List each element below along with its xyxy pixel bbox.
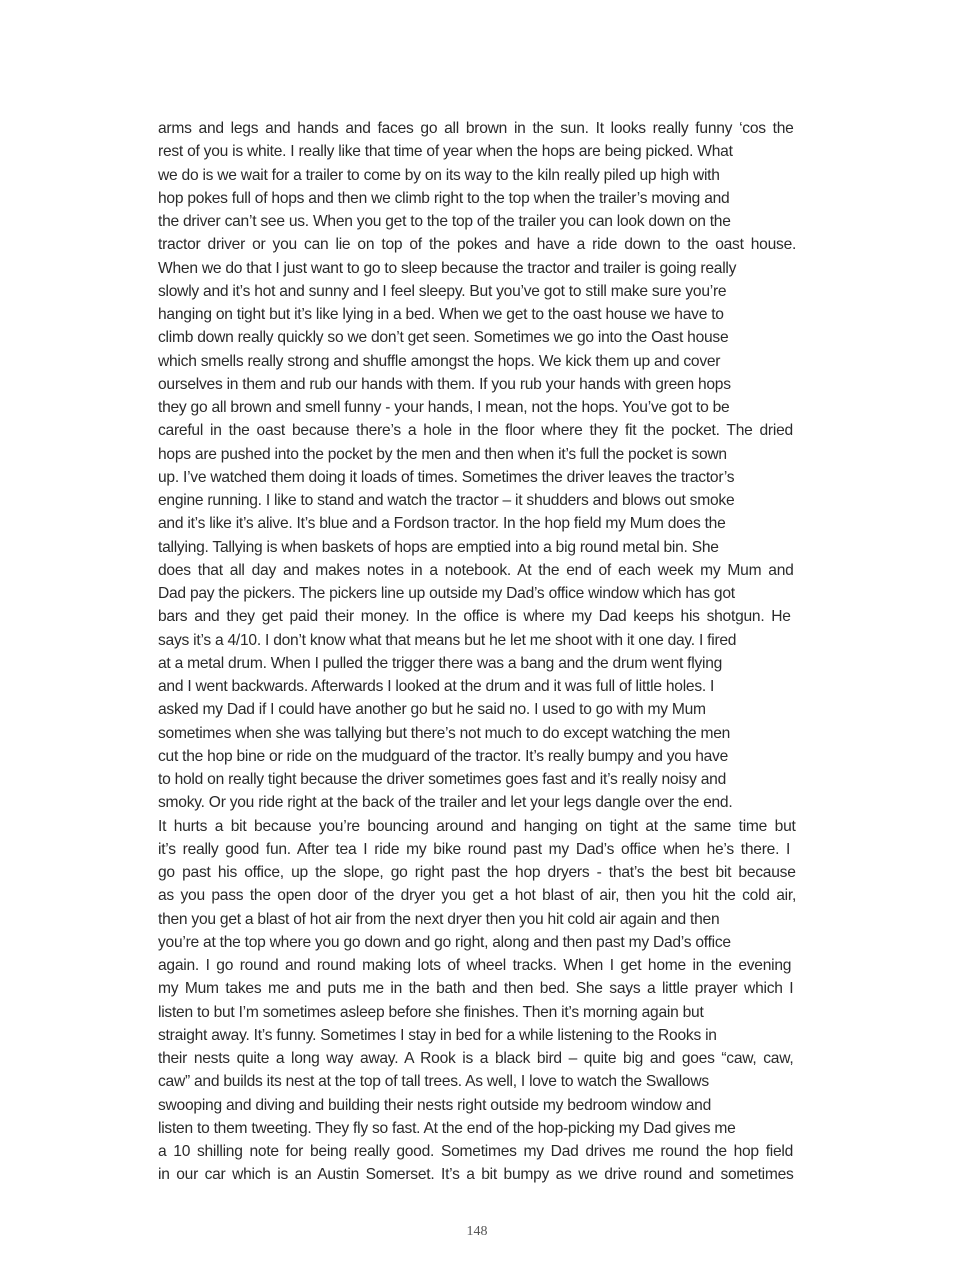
- text-line: my Mum takes me and puts me in the bath and then bed. She says a little prayer which I: [158, 980, 794, 998]
- text-line: engine running. I like to stand and watch the tractor – it shudders and blows out smoke: [158, 492, 735, 509]
- text-line: again. I go round and round making lots of wheel tracks. When I get home in the evening: [158, 957, 792, 974]
- text-line: tractor driver or you can lie on top of the pokes and have a ride down to the oast house.: [158, 236, 797, 254]
- text-line: up. I’ve watched them doing it loads of times. Sometimes the driver leaves the tractor’s: [158, 468, 735, 486]
- text-line: When we do that I just want to go to sleep because the tractor and trailer is going really: [158, 259, 737, 277]
- text-line: at a metal drum. When I pulled the trigger there was a bang and the drum went flying: [158, 654, 723, 672]
- text-line: and I went backwards. Afterwards I looked at the drum and it was full of little holes. I: [158, 678, 715, 695]
- text-line: arms and legs and hands and faces go all brown in the sun. It looks really funny ‘cos the: [158, 120, 794, 137]
- text-line: Dad pay the pickers. The pickers line up outside my Dad’s office window which has got: [158, 585, 735, 602]
- text-line: to hold on really tight because the driver sometimes goes fast and it’s really noisy and: [158, 771, 726, 788]
- text-line: slowly and it’s hot and sunny and I feel sleepy. But you’ve got to still make sure you’re: [158, 282, 727, 300]
- text-line: straight away. It’s funny. Sometimes I stay in bed for a while listening to the Rooks in: [158, 1026, 717, 1044]
- text-line: caw” and builds its nest at the top of tall trees. As well, I love to watch the Swallows: [158, 1073, 709, 1091]
- text-line: their nests quite a long way away. A Rook is a black bird – quite big and goes “caw, caw,: [158, 1050, 794, 1067]
- text-line: a 10 shilling note for being really good. Sometimes my Dad drives me round the hop field: [158, 1143, 794, 1160]
- text-line: you’re at the top where you go down and go right, along and then past my Dad’s office: [158, 933, 731, 951]
- body-text: [158, 117, 796, 1187]
- text-line: ourselves in them and rub our hands with them. If you rub your hands with green hops: [158, 375, 731, 393]
- text-line: climb down really quickly so we don’t get seen. Sometimes we go into the Oast house: [158, 329, 729, 347]
- page-number: 148: [466, 1224, 488, 1239]
- text-line: careful in the oast because there’s a hole in the floor where they fit the pocket. The dried: [158, 422, 793, 440]
- text-line: listen to but I’m sometimes asleep before she finishes. Then it’s morning again but: [158, 1003, 704, 1021]
- text-line: which smells really strong and shuffle amongst the hops. We kick them up and cover: [158, 352, 721, 370]
- text-line: sometimes when she was tallying but there’s not much to do except watching the men: [158, 724, 731, 742]
- text-line: go past his office, up the slope, go right past the hop dryers - that’s the best bit because: [158, 864, 796, 881]
- text-line: cut the hop bine or ride on the mudguard of the tractor. It’s really bumpy and you have: [158, 747, 729, 765]
- text-line: smoky. Or you ride right at the back of the trailer and let your legs dangle over the end.: [158, 794, 733, 812]
- text-line: does that all day and makes notes in a notebook. At the end of each week my Mum and: [158, 561, 794, 579]
- text-line: tallying. Tallying is when baskets of hops are emptied into a big round metal bin. She: [158, 538, 719, 556]
- text-line: listen to them tweeting. They fly so fast. At the end of the hop-picking my Dad gives me: [158, 1119, 736, 1137]
- text-line: in our car which is an Austin Somerset. It’s a bit bumpy as we drive round and sometimes: [158, 1166, 794, 1184]
- text-line: as you pass the open door of the dryer you get a hot blast of air, then you hit the cold air,: [158, 887, 797, 905]
- text-line: they go all brown and smell funny - your hands, I mean, not the hops. You’ve got to be: [158, 399, 730, 416]
- text-line: we do is we wait for a trailer to come by on its way to the kiln really piled up high with: [158, 166, 720, 184]
- text-line: rest of you is white. I really like that time of year when the hops are being picked. What: [158, 143, 733, 161]
- text-line: swooping and diving and building their nests right outside my bedroom window and: [158, 1096, 711, 1114]
- text-line: hanging on tight but it’s like lying in a bed. When we get to the oast house we have to: [158, 306, 724, 323]
- text-line: asked my Dad if I could have another go but he said no. I used to go with my Mum: [158, 701, 706, 719]
- text-line: it’s really good fun. After tea I ride my bike round past my Dad’s office when he’s there. I: [158, 840, 791, 858]
- text-line: hop pokes full of hops and then we climb right to the top when the trailer’s moving and: [158, 189, 730, 207]
- text-line: says it’s a 4/10. I don’t know what that means but he let me shoot with it one day. I fired: [158, 631, 737, 649]
- text-line: the driver can’t see us. When you get to the top of the trailer you can look down on the: [158, 213, 731, 230]
- text-line: and it’s like it’s alive. It’s blue and a Fordson tractor. In the hop field my Mum does the: [158, 515, 726, 533]
- text-line: bars and they get paid their money. In the office is where my Dad keeps his shotgun. He: [158, 608, 791, 626]
- text-line: It hurts a bit because you’re bouncing around and hanging on tight at the same time but: [158, 817, 796, 835]
- text-line: hops are pushed into the pocket by the men and then when it’s full the pocket is sown: [158, 445, 727, 463]
- text-line: then you get a blast of hot air from the next dryer then you hit cold air again and then: [158, 910, 720, 928]
